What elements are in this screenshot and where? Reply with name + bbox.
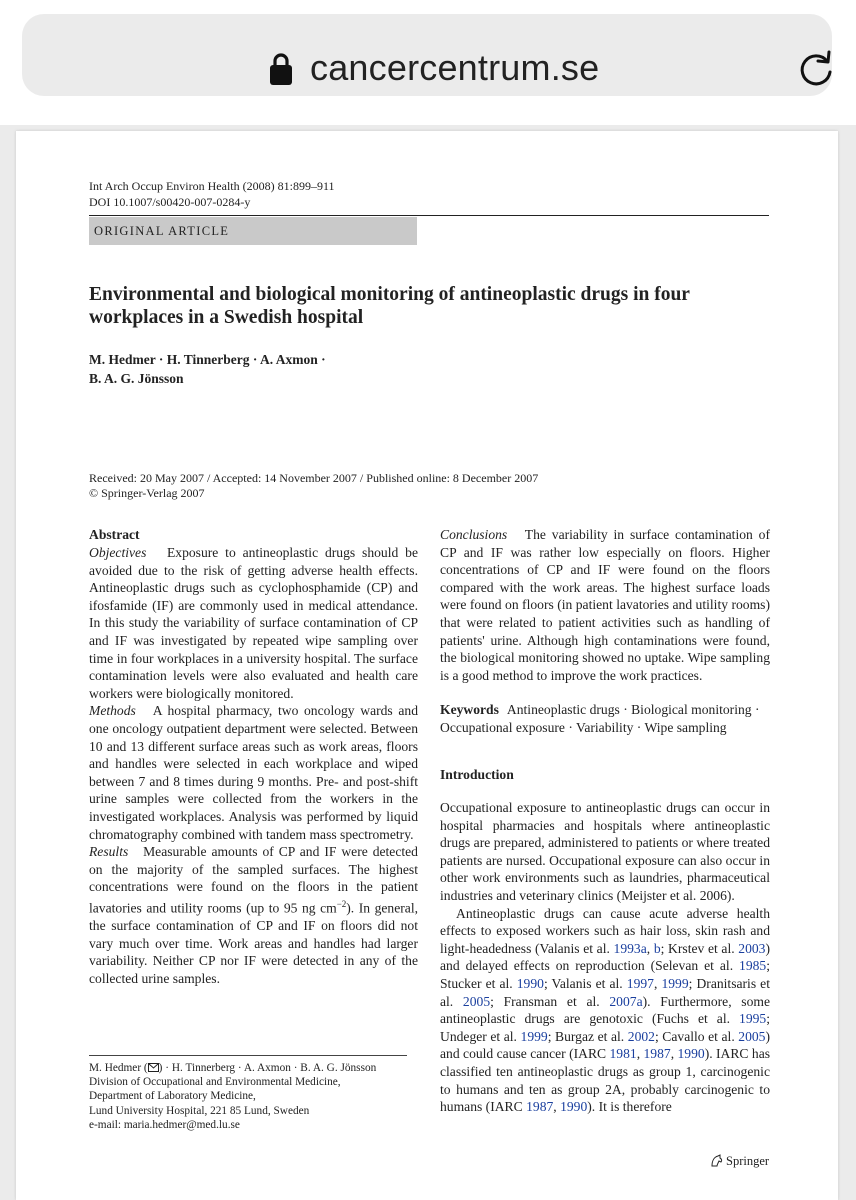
citation-link[interactable]: 1990 (560, 1099, 588, 1115)
footnote-rule (89, 1055, 407, 1056)
citation-link[interactable]: 1993a (613, 940, 647, 956)
browser-chrome (0, 0, 856, 125)
citation-link[interactable]: 1990 (677, 1046, 705, 1062)
intro-paragraph-1: Occupational exposure to antineoplastic drugs can occur in hospital pharmacies and hospitals where antineoplastic drugs are prepared, administered to patients or where treated patients are nursed. Occupational exposure can also occur in other work environments such as laundries, pharmaceutical industries and veterinary clinics (Meijster et al. 2006). (440, 800, 770, 903)
authors-line-1: M. Hedmer · H. Tinnerberg · A. Axmon · (89, 352, 326, 367)
methods-label: Methods (89, 703, 136, 719)
footnote-division: Division of Occupational and Environmental Medicine, (89, 1076, 341, 1089)
footnote-authors: M. Hedmer ( ) · H. Tinnerberg · A. Axmon · B. A. G. Jönsson (89, 1062, 377, 1074)
copyright: © Springer-Verlag 2007 (89, 486, 205, 500)
introduction-heading: Introduction (440, 767, 514, 782)
footnote-department: Department of Laboratory Medicine, (89, 1090, 256, 1103)
paper-page (16, 131, 838, 1200)
abstract-methods: Methods A hospital pharmacy, two oncology wards and one oncology outpatient department were selected. Between 10 and 13 different surface areas such as work areas, floors and handles were selected in each workplace and wiped between 7 and 8 times during 9 months. Pre- and post-shift urine samples were collected from the workers in the investigated workplaces. Analysis was performed by liquid chromatography combined with tandem mass spectrometry. (89, 703, 419, 842)
conclusions-label: Conclusions (440, 527, 508, 542)
journal-citation: Int Arch Occup Environ Health (2008) 81:899–911 (89, 179, 335, 193)
citation-link[interactable]: 2005 (738, 1028, 766, 1044)
abstract-objectives: Objectives Exposure to antineoplastic drugs should be avoided due to the risk of getting adverse health effects. Antineoplastic drugs such as cyclophosphamide (CP) and ifosfamide (IF) are commonly used in medical attendance. In this study the variability of surface contamination of CP and IF was investigated by repeated wipe sampling over time in four workplaces in a university hospital. The surface contamination levels were also evaluated and health care workers were biologically monitored. (89, 545, 418, 701)
footnote-email: e-mail: maria.hedmer@med.lu.se (89, 1118, 240, 1131)
keywords-list: Antineoplastic drugs · Biological monitoring · Occupational exposure · Variability · Wipe sampling (440, 702, 760, 735)
introduction-text (440, 799, 770, 1116)
citation-link[interactable]: 1999 (661, 975, 689, 991)
citation-link[interactable]: 2003 (738, 940, 766, 956)
author-affiliation (89, 1061, 419, 1132)
lock-icon (270, 52, 292, 85)
paper-title: Environmental and biological monitoring of antineoplastic drugs in four workplaces in a Swedish hospital (89, 284, 690, 328)
results-label: Results (89, 844, 129, 860)
received-dates: Received: 20 May 2007 / Accepted: 14 November 2007 / Published online: 8 December 2007 (89, 471, 539, 485)
publisher-logo (710, 1154, 769, 1169)
citation-link[interactable]: 2002 (627, 1028, 655, 1044)
header-rule (89, 215, 769, 216)
doi: DOI 10.1007/s00420-007-0284-y (89, 195, 251, 209)
citation-link[interactable]: 1985 (739, 958, 767, 974)
article-type-banner (89, 217, 417, 245)
intro-paragraph-2: Antineoplastic drugs can cause acute adverse health effects to exposed workers such as hair loss, skin rash and light-headedness (Valanis et al. 1993a, b; Krstev et al. 2003) and delayed effects on reproduction (Selevan et al. 1985; Stucker et al. 1990; Valanis et al. 1997, 1999; Dranitsaris et al. 2005; Fransman et al. 2007a). Furthermore, some antineoplastic drugs are genotoxic (Fuchs et al. 1995; Undeger et al. 1999; Burgaz et al. 2002; Cavallo et al. 2005) and could cause cancer (IARC 1981, 1987, 1990). IARC has classified ten antineoplastic drugs as group 1, carcinogenic to humans and ten as group 2A, probably carcinogenic to humans (IARC 1987, 1990). It is therefore (440, 905, 771, 1115)
article-type-label: ORIGINAL ARTICLE (94, 224, 230, 238)
abstract-conclusions: Conclusions The variability in surface contamination of CP and IF was rather low especially on floors. Higher concentrations of CP and IF were found on the floors compared with the work areas. The highest surface loads were found on floors (in patient lavatories and utility rooms) that were related to patient activities such as handling of patients' urine. Although high contaminations were found, the biological monitoring showed no uptake. Wipe sampling is a good method to improve the work practices. (440, 527, 770, 683)
citation-link[interactable]: 1999 (520, 1028, 548, 1044)
citation-link[interactable]: 1990 (516, 975, 544, 991)
author-list (89, 350, 529, 388)
citation-link[interactable]: 2007a (609, 993, 643, 1009)
springer-horse-icon (710, 1154, 723, 1167)
envelope-icon (148, 1063, 159, 1072)
citation-link[interactable]: b (653, 940, 661, 956)
publisher-name: Springer (726, 1154, 770, 1168)
address-bar[interactable] (22, 14, 832, 96)
abstract-column (89, 526, 418, 987)
abstract-results: Results Measurable amounts of CP and IF were detected on the majority of the sampled surfaces. The highest concentrations were found on the floors in the patient lavatories and utility rooms (up to 95 ng $cm^{-2}$). In general, the surface contamination of CP and IF on floors did not vary much over time. Work areas and handles had larger variability. Neither CP nor IF were detected in any of the collected urine samples. (89, 844, 418, 986)
citation-link[interactable]: 2005 (462, 993, 491, 1009)
reload-icon[interactable] (796, 48, 836, 88)
citation-link[interactable]: 1987 (526, 1099, 554, 1115)
objectives-label: Objectives (89, 545, 147, 560)
keywords-label: Keywords (440, 702, 499, 717)
url-text[interactable]: cancercentrum.se (310, 47, 600, 88)
citation-link[interactable]: 1987 (643, 1046, 671, 1062)
citation-link[interactable]: 1997 (626, 975, 654, 991)
abstract-heading: Abstract (89, 527, 140, 542)
authors-line-2: B. A. G. Jönsson (89, 371, 184, 386)
citation-link[interactable]: 1995 (739, 1011, 767, 1027)
keywords (440, 701, 770, 736)
footnote-address: Lund University Hospital, 221 85 Lund, Sweden (89, 1104, 310, 1117)
citation-link[interactable]: 1981 (609, 1046, 637, 1062)
